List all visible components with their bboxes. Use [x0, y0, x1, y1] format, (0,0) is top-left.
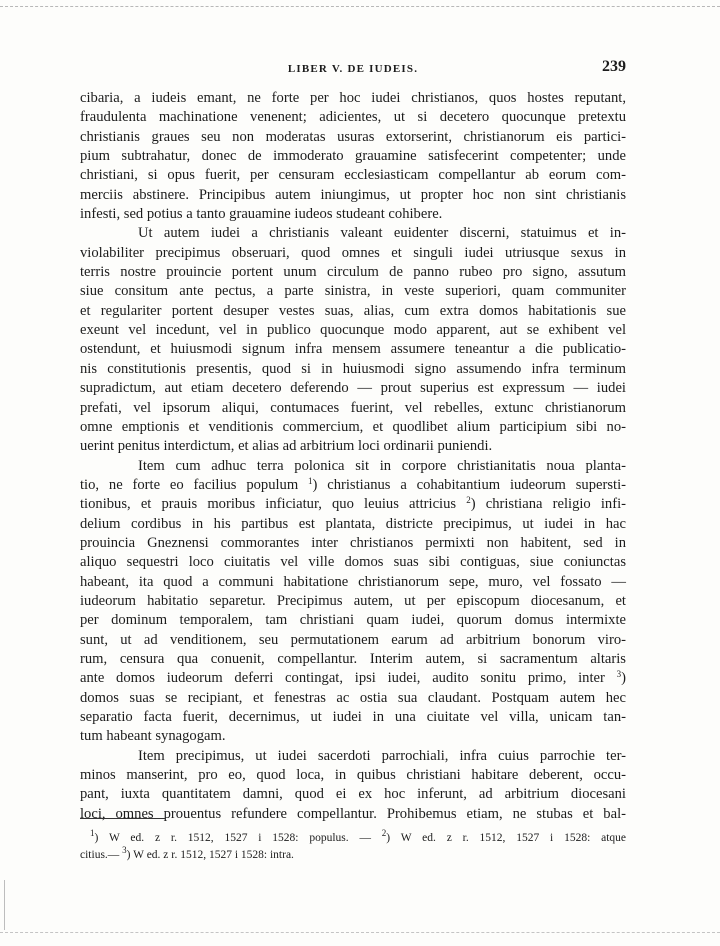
text-line: [80, 805, 626, 824]
text-line: [80, 476, 626, 495]
running-title: LIBER V. DE IUDEIS.: [287, 63, 419, 75]
text-run: ) W ed. z r. 1512, 1527 i 1528: atque: [386, 832, 626, 844]
footnote-marker: 1: [90, 828, 95, 838]
text-run: ante domos iudeorum deferri contingat, ipsi iudei, audito sonitu primo, inter: [80, 670, 617, 687]
text-run: Ut autem iudei a christianis valeant euidenter discerni, statuimus et in-: [138, 225, 626, 242]
paragraph: [80, 89, 626, 224]
footnote-marker: 2: [381, 828, 387, 838]
scan-edge-bottom: [0, 932, 720, 934]
text-line: [80, 302, 626, 321]
text-line: [80, 515, 626, 534]
text-line: [80, 669, 626, 688]
text-run: tionibus, et prauis moribus inficiatur, quo leuius attricius: [80, 496, 467, 513]
body-text: [80, 89, 626, 824]
text-run: terris nostre prouincie portent unum circulum de panno rubeo pro signo, assutum: [80, 264, 626, 281]
text-line: [80, 631, 626, 650]
text-run: exeunt vel incedunt, vel in publico quocunque modo apparent, aut se exhibent vel: [80, 322, 626, 339]
text-run: ): [621, 670, 626, 687]
text-line: [80, 108, 626, 127]
text-line: [80, 399, 626, 418]
text-line: [80, 785, 626, 804]
text-run: Item cum adhuc terra polonica sit in corpore christianitatis noua planta-: [138, 457, 626, 474]
text-line: [80, 766, 626, 785]
text-run: domos suas se recipiant, et fenestras ac ostia sua claudant. Postquam autem hec: [80, 689, 626, 706]
text-run: prefati, vel ipsorum aliqui, contumaces fuerint, vel rebelles, extunc christianorum: [80, 399, 626, 416]
text-run: minos manserint, pro eo, quod loca, in quibus christiani habitare deberent, occu-: [80, 767, 626, 784]
text-run: Item precipimus, ut iudei sacerdoti parrochiali, infra cuius parrochie ter-: [138, 747, 626, 764]
text-run: citius.—: [80, 849, 123, 861]
text-line: [80, 205, 626, 224]
paragraph: [80, 747, 626, 824]
text-line: [80, 495, 626, 514]
text-run: uerint penitus interdictum, et alias ad arbitrium loci ordinarii puniendi.: [80, 438, 493, 455]
text-run: cibaria, a iudeis emant, ne forte per hoc iudei christianos, quos hostes reputant,: [80, 90, 626, 106]
text-line: [80, 224, 626, 243]
text-run: pant, iuxta quantitatem damni, quod ei ex hoc inferunt, ad arbitrium diocesani: [80, 786, 626, 803]
text-run: delium cordibus in his partibus est plantata, districte precipimus, ut iudei in hac: [80, 515, 626, 532]
text-line: [80, 166, 626, 185]
text-run: tum habeant synagogam.: [80, 728, 226, 745]
paragraph: [80, 224, 626, 456]
footnote-marker: 1: [308, 475, 313, 486]
text-line: [80, 379, 626, 398]
text-line: [80, 263, 626, 282]
running-head: [80, 58, 626, 80]
text-run: tio, ne forte eo facilius populum: [80, 476, 309, 493]
text-run: pium subtrahatur, donec de immoderato grauamine satisfecerint competenter; unde: [80, 148, 626, 165]
text-line: [80, 708, 626, 727]
text-line: [80, 418, 626, 437]
footnote-marker: 3: [616, 669, 622, 680]
text-run: ostendunt, et huiusmodi signum infra mensem assumere teneantur a die publicatio-: [80, 341, 626, 358]
footnote-rule: [80, 818, 166, 819]
text-run: ) christiana religio infi-: [470, 496, 626, 513]
text-line: [80, 340, 626, 359]
text-run: ) christianus a cohabitantium iudeorum supersti-: [312, 476, 626, 493]
scan-edge-top: [0, 6, 720, 8]
text-line: [80, 747, 626, 766]
footnote-marker: 2: [466, 495, 471, 506]
text-line: [80, 689, 626, 708]
text-run: violabiliter precipimus obseruari, quod omnes et singuli iudei utriusque sexus in: [80, 244, 626, 261]
text-run: fraudulenta machinatione venenent; adicientes, ut si decetero quocunque pretextu: [80, 109, 626, 126]
text-line: [80, 128, 626, 147]
text-line: [80, 89, 626, 108]
text-line: [80, 573, 626, 592]
text-run: ) W ed. z r. 1512, 1527 i 1528: populus. —: [94, 832, 382, 844]
text-run: iudeorum habitatio separetur. Precipimus autem, ut per episcopum diocesanum, et: [80, 592, 626, 609]
footnote-marker: 3: [122, 845, 127, 855]
text-line: [80, 437, 626, 456]
text-run: sunt, ut ad venditionem, seu permutationem earum ad arbitrium bonorum viro-: [80, 631, 626, 648]
paragraph: [80, 457, 626, 747]
text-run: supradictum, aut etiam decetero deferendo — prout superius est expressum — iudei: [80, 380, 626, 397]
text-run: prouincia Gneznensi commorantes inter christianos permixti non habitent, sed in: [80, 534, 626, 551]
text-run: siue consitum ante pectus, a parte sinistra, in veste superiori, quam communiter: [80, 283, 626, 300]
text-line: [80, 727, 626, 746]
text-run: loci, omnes prouentus refundere compellantur. Prohibemus etiam, ne stubas et bal-: [80, 805, 626, 822]
text-run: habeant, ita quod a communi habitatione christianorum sepe, muro, vel fossato —: [80, 573, 626, 590]
footnote-line: [80, 847, 626, 864]
text-run: nis constitutionis presentis, quod si in huiusmodi signo assumendo infra terminum: [80, 360, 626, 377]
text-line: [80, 321, 626, 340]
text-run: ) W ed. z r. 1512, 1527 i 1528: intra.: [126, 849, 294, 861]
footnotes: [80, 830, 626, 864]
text-line: [80, 534, 626, 553]
text-line: [80, 186, 626, 205]
text-line: [80, 611, 626, 630]
text-run: aliquo sequestri loco ciuitatis vel ville domos suas sibi contiguas, siue coniunctas: [80, 554, 626, 571]
text-run: separatio facta fuerit, decernimus, ut iudei in una ciuitate vel villa, unicam tan-: [80, 709, 626, 725]
page-number: 239: [602, 58, 626, 75]
text-line: [80, 650, 626, 669]
text-line: [80, 457, 626, 476]
text-run: per dominum temporalem, tam christiani quam iudei, quorum domus intermixte: [80, 612, 626, 629]
text-line: [80, 360, 626, 379]
text-run: merciis abstinere. Principibus autem iniungimus, ut propter hoc non sint christianis: [80, 186, 626, 203]
scan-edge-left: [4, 880, 6, 930]
text-line: [80, 553, 626, 572]
text-run: infesti, sed potius a tanto grauamine iudeos studeant cohibere.: [80, 206, 443, 223]
text-run: rum, censura qua conuenit, compellantur. Interim autem, si sacramentum altaris: [80, 650, 626, 667]
text-run: omne emptionis et venditionis commercium, et quodlibet alium participium sibi no-: [80, 418, 626, 435]
text-line: [80, 147, 626, 166]
footnote-line: [80, 830, 626, 847]
text-line: [80, 592, 626, 611]
text-line: [80, 282, 626, 301]
text-run: christiani, si opus fuerit, per censuram ecclesiasticam compellantur ab eorum com-: [80, 167, 626, 184]
text-line: [80, 244, 626, 263]
text-run: christianis graues seu non moderatas usuras extorserint, christianorum eis partici-: [80, 128, 626, 145]
text-run: et regulariter portent desuper vestes suas, alias, cum extra domos habitationis sue: [80, 302, 626, 319]
